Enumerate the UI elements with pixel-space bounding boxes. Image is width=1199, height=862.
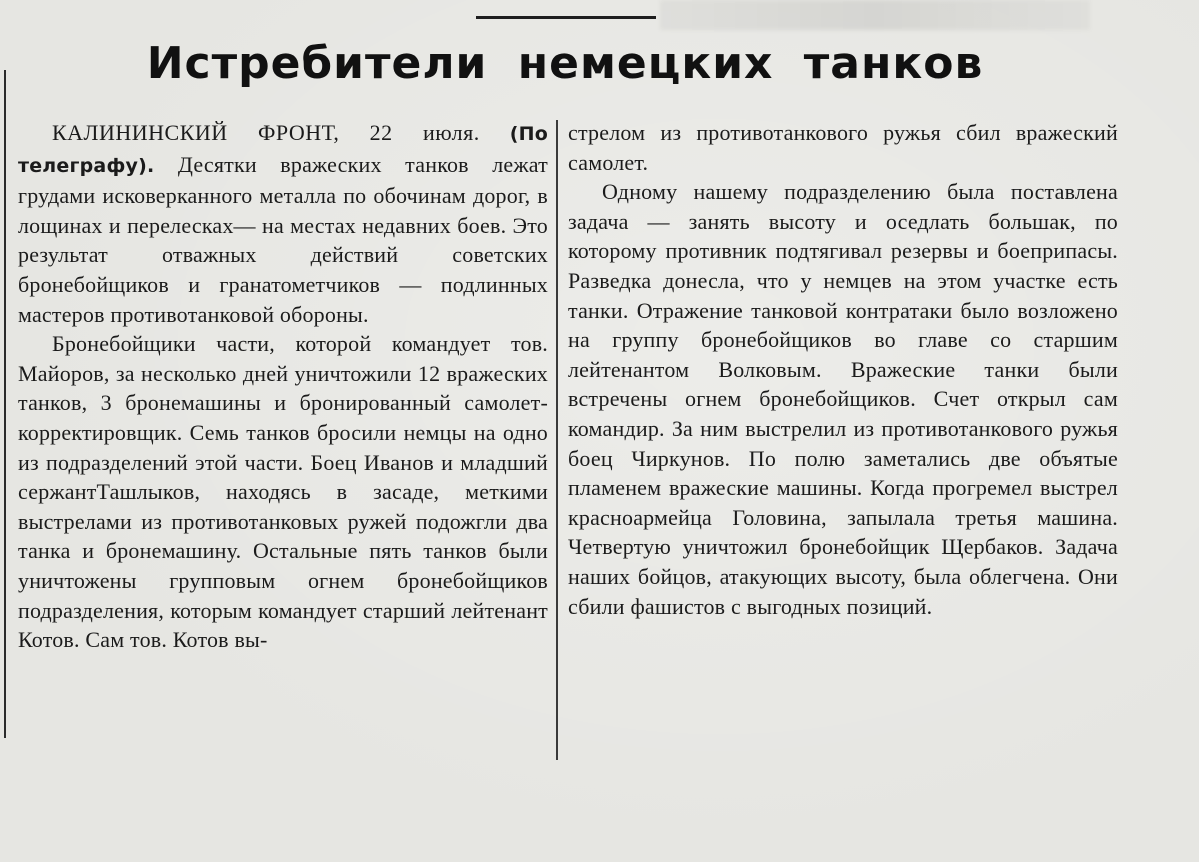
- right-column: [568, 118, 1118, 768]
- article-headline: Истребители немецких танков: [146, 38, 984, 89]
- bleed-through-text: [660, 0, 1090, 30]
- continued-paragraph: стрелом из противотанкового ружья сбил вражеский самолет.: [568, 120, 1118, 175]
- column-divider: [556, 120, 558, 760]
- dateline: КАЛИНИНСКИЙ ФРОНТ, 22 июля.: [52, 120, 480, 145]
- source-note: (По телеграфу).: [18, 123, 549, 177]
- column-edge-line: [4, 70, 6, 738]
- paragraph-text: Десятки вражеских танков лежат грудами исковерканного металла по обочинам дорог, в лощинах и перелесках— на местах недавних боев. Это результат отважных действий советских бронебойщиков и гранатометчиков — подлинных мастеров противотанковой обороны.: [18, 151, 548, 327]
- paragraph: Бронебойщики части, которой командует тов. Майоров, за несколько дней уничтожили 12 вражеских танков, 3 бронемашины и бронированный самолет-корректировщик. Семь танков бросили немцы на одно из подразделений этой части. Боец Иванов и младший сержантТашлыков, находясь в засаде, меткими выстрелами из противотанковых ружей подожгли два танка и бронемашину. Остальные пять танков были уничтожены групповым огнем бронебойщиков подразделения, которым командует старший лейтенант Котов. Сам тов. Котов вы-: [18, 331, 548, 653]
- left-column: [18, 118, 548, 758]
- lead-paragraph: [18, 118, 548, 329]
- top-rule: [476, 16, 656, 19]
- paragraph: Одному нашему подразделению была поставлена задача — занять высоту и оседлать большак, по которому противник подтягивал резервы и боеприпасы. Разведка донесла, что у немцев на этом участке есть танки. Отражение танковой контратаки было возложено на группу бронебойщиков во главе со старшим лейтенантом Волковым. Вражеские танки были встречены огнем бронебойщиков. Счет открыл сам командир. За ним выстрелил из противотанкового ружья боец Чиркунов. По полю заметались две объятые пламенем вражеские машины. Когда прогремел выстрел красноармейца Головина, запылала третья машина. Четвертую уничтожил бронебойщик Щербаков. Задача наших бойцов, атакующих высоту, была облегчена. Они сбили фашистов с выгодных позиций.: [568, 179, 1118, 619]
